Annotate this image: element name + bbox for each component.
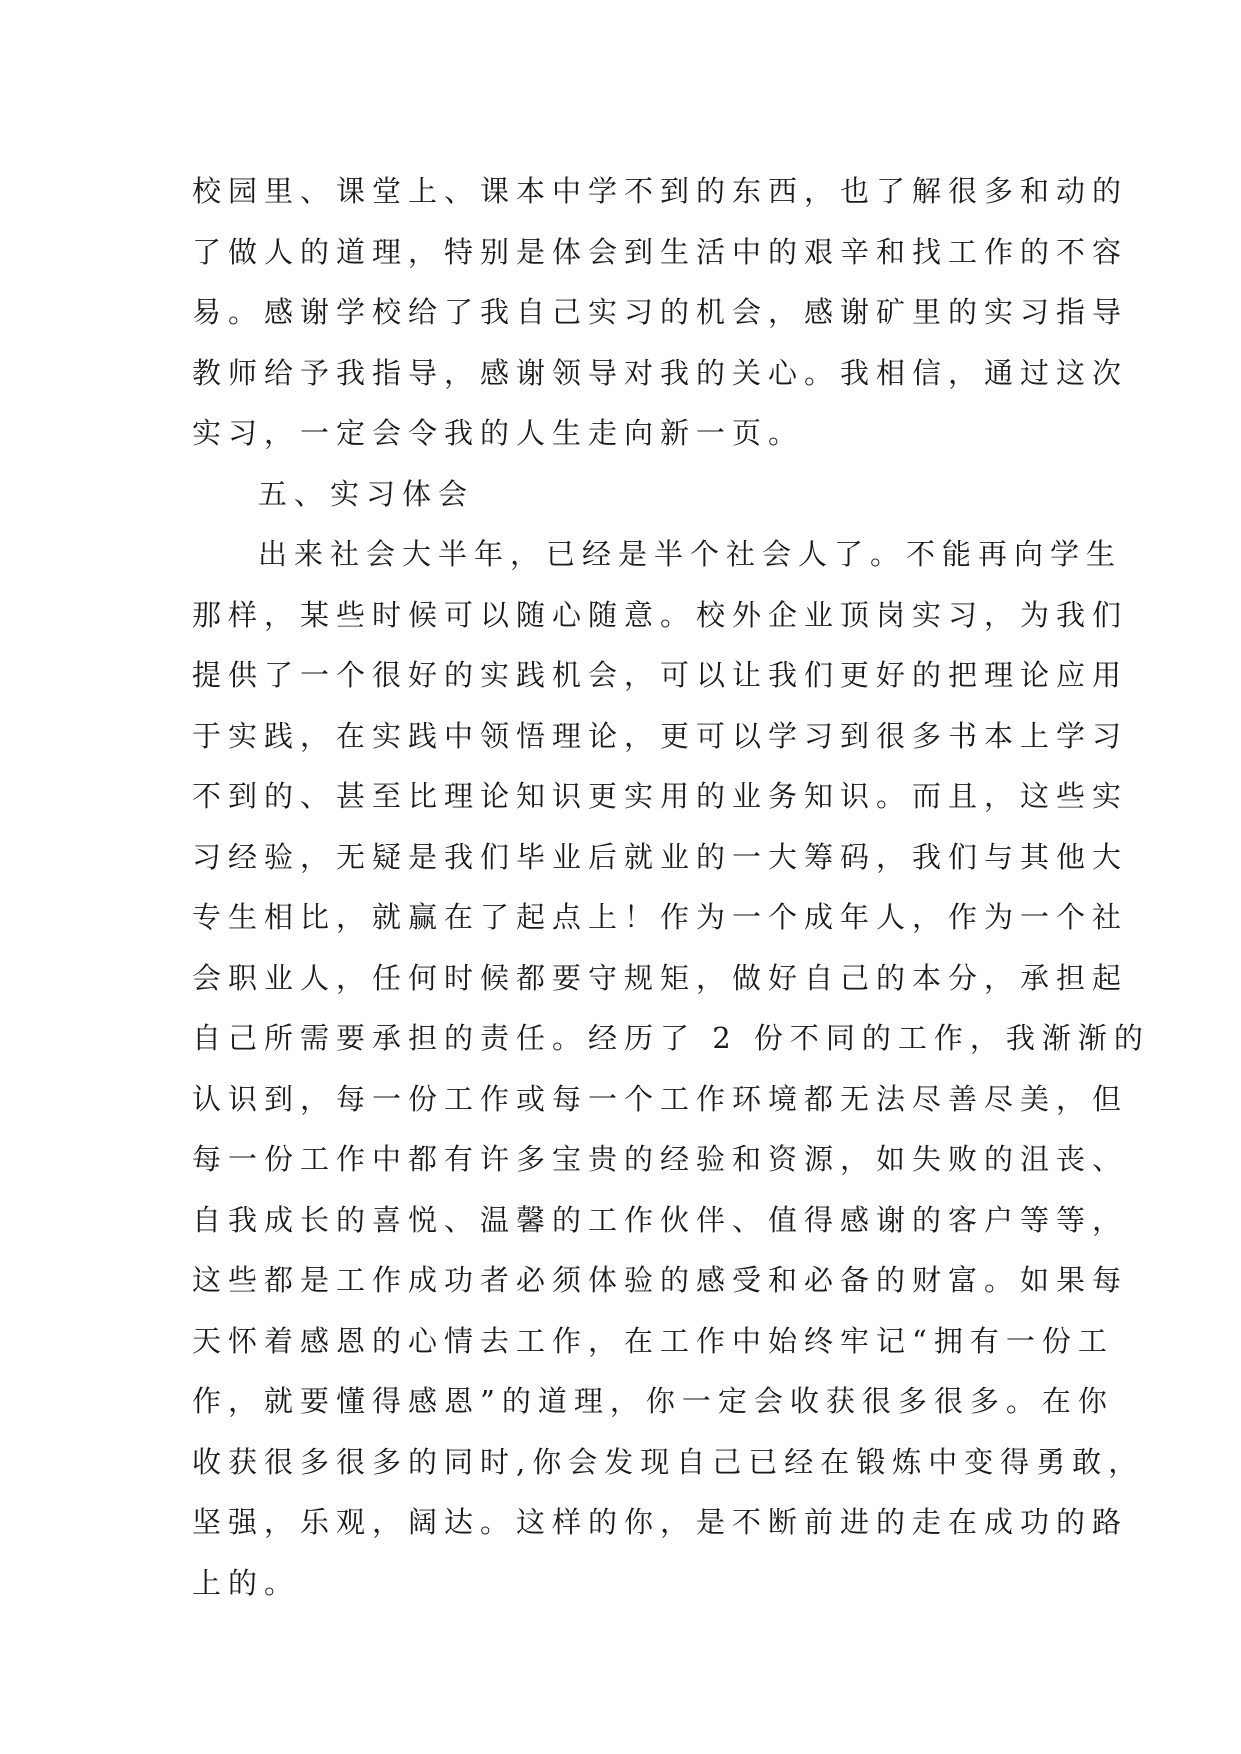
paragraph-first-line: 出来社会大半年，已经是半个社会人了。不能再向学生 <box>258 537 1123 571</box>
text-line: 坚强，乐观，阔达。这样的你，是不断前进的走在成功的路 <box>192 1505 1129 1539</box>
text-line: 了做人的道理，特别是体会到生活中的艰辛和找工作的不容 <box>192 234 1129 269</box>
text-line: 认识到，每一份工作或每一个工作环境都无法尽善尽美，但 <box>192 1081 1129 1116</box>
document-body <box>192 161 1150 1613</box>
text-line: 实习，一定会令我的人生走向新一页。 <box>192 416 805 450</box>
text-line: 专生相比，就赢在了起点上！作为一个成年人，作为一个社 <box>192 900 1129 934</box>
text-line: 那样，某些时候可以随心随意。校外企业顶岗实习，为我们 <box>192 597 1129 632</box>
section-heading: 五、实习体会 <box>258 476 475 511</box>
text-line: 天怀着感恩的心情去工作，在工作中始终牢记“拥有一份工 <box>192 1323 1114 1358</box>
text-line: 上的。 <box>192 1565 301 1600</box>
text-line: 提供了一个很好的实践机会，可以让我们更好的把理论应用 <box>192 658 1129 692</box>
text-line: 教师给予我指导，感谢领导对我的关心。我相信，通过这次 <box>192 355 1129 390</box>
text-line: 收获很多很多的同时,你会发现自己已经在锻炼中变得勇敢， <box>192 1444 1145 1479</box>
text-line: 于实践，在实践中领悟理论，更可以学习到很多书本上学习 <box>192 718 1129 753</box>
text-line: 会职业人，任何时候都要守规矩，做好自己的本分，承担起 <box>192 960 1129 995</box>
text-line: 不到的、甚至比理论知识更实用的业务知识。而且，这些实 <box>192 779 1129 813</box>
text-line: 自己所需要承担的责任。经历了 2 份不同的工作，我渐渐的 <box>192 1021 1150 1055</box>
text-line: 易。感谢学校给了我自己实习的机会，感谢矿里的实习指导 <box>192 295 1129 329</box>
text-line: 自我成长的喜悦、温馨的工作伙伴、值得感谢的客户等等， <box>192 1202 1129 1237</box>
text-line: 这些都是工作成功者必须体验的感受和必备的财富。如果每 <box>192 1263 1129 1297</box>
text-line: 习经验，无疑是我们毕业后就业的一大筹码，我们与其他大 <box>192 839 1129 874</box>
text-line: 每一份工作中都有许多宝贵的经验和资源，如失败的沮丧、 <box>192 1142 1129 1176</box>
text-line: 校园里、课堂上、课本中学不到的东西，也了解很多和动的 <box>192 174 1129 208</box>
text-line: 作，就要懂得感恩”的道理，你一定会收获很多很多。在你 <box>192 1384 1114 1418</box>
